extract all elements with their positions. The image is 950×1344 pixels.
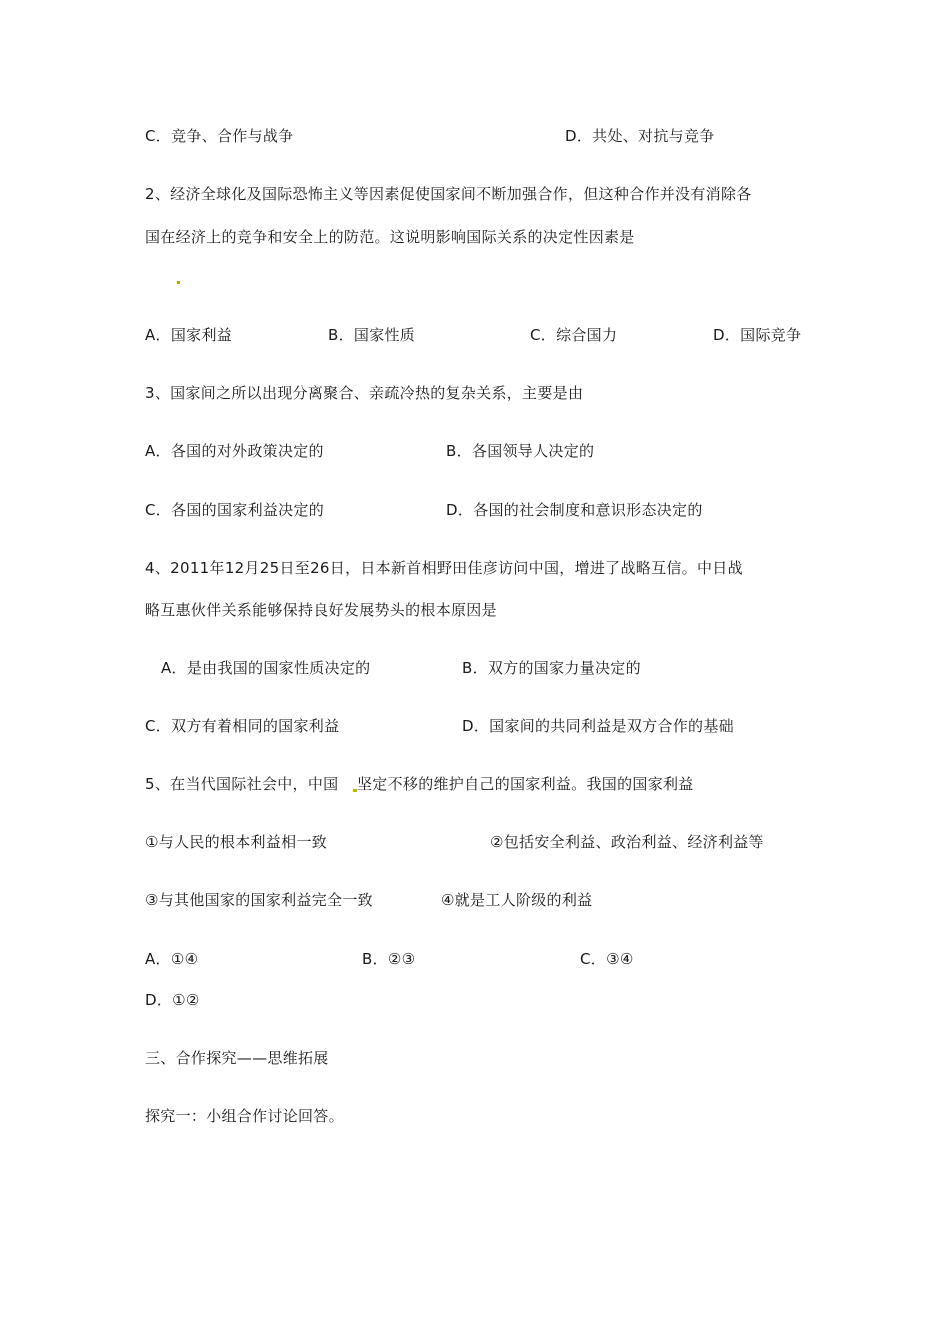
q5-statement-2: ②包括安全利益、政治利益、经济利益等 xyxy=(490,833,764,851)
q2-option-a: A．国家利益 xyxy=(145,326,233,344)
exploration-1-heading: 探究一：小组合作讨论回答。 xyxy=(145,1107,344,1125)
q2-option-c: C．综合国力 xyxy=(530,326,618,344)
q5-statement-4: ④就是工人阶级的利益 xyxy=(441,891,593,909)
q4-stem-line1: 4、2011年12月25日至26日，日本新首相野田佳彦访问中国，增进了战略互信。中日战 xyxy=(145,559,743,577)
stray-mark xyxy=(177,281,180,284)
section-heading: 三、合作探究——思维拓展 xyxy=(145,1049,329,1067)
q5-statement-1: ①与人民的根本利益相一致 xyxy=(145,833,328,851)
q4-option-b: B．双方的国家力量决定的 xyxy=(462,659,641,677)
q3-option-c: C．各国的国家利益决定的 xyxy=(145,501,325,519)
q5-option-d: D．①② xyxy=(145,991,200,1009)
q2-option-b: B．国家性质 xyxy=(328,326,416,344)
q3-option-d: D．各国的社会制度和意识形态决定的 xyxy=(446,501,703,519)
q3-option-a: A．各国的对外政策决定的 xyxy=(145,442,324,460)
q5-stem-part1: 5、在当代国际社会中，中国 xyxy=(145,775,339,793)
q5-statement-3: ③与其他国家的国家利益完全一致 xyxy=(145,891,373,909)
q5-stem-part2: 坚定不移的维护自己的国家利益。我国的国家利益 xyxy=(357,775,694,793)
q3-stem: 3、国家间之所以出现分离聚合、亲疏冷热的复杂关系，主要是由 xyxy=(145,384,584,402)
q5-option-a: A．①④ xyxy=(145,950,199,968)
q2-option-d: D．国际竞争 xyxy=(713,326,802,344)
q1-option-d: D．共处、对抗与竞争 xyxy=(565,127,715,145)
q1-option-c: C．竞争、合作与战争 xyxy=(145,127,294,145)
q4-option-c: C．双方有着相同的国家利益 xyxy=(145,717,340,735)
q2-stem-line2: 国在经济上的竞争和安全上的防范。这说明影响国际关系的决定性因素是 xyxy=(145,228,635,246)
q4-option-d: D．国家间的共同利益是双方合作的基础 xyxy=(462,717,734,735)
q5-option-c: C．③④ xyxy=(580,950,634,968)
q4-stem-line2: 略互惠伙伴关系能够保持良好发展势头的根本原因是 xyxy=(145,601,497,619)
q5-option-b: B．②③ xyxy=(362,950,416,968)
q3-option-b: B．各国领导人决定的 xyxy=(446,442,595,460)
q4-option-a: A．是由我国的国家性质决定的 xyxy=(161,659,371,677)
q2-stem-line1: 2、经济全球化及国际恐怖主义等因素促使国家间不断加强合作，但这种合作并没有消除各 xyxy=(145,185,752,203)
